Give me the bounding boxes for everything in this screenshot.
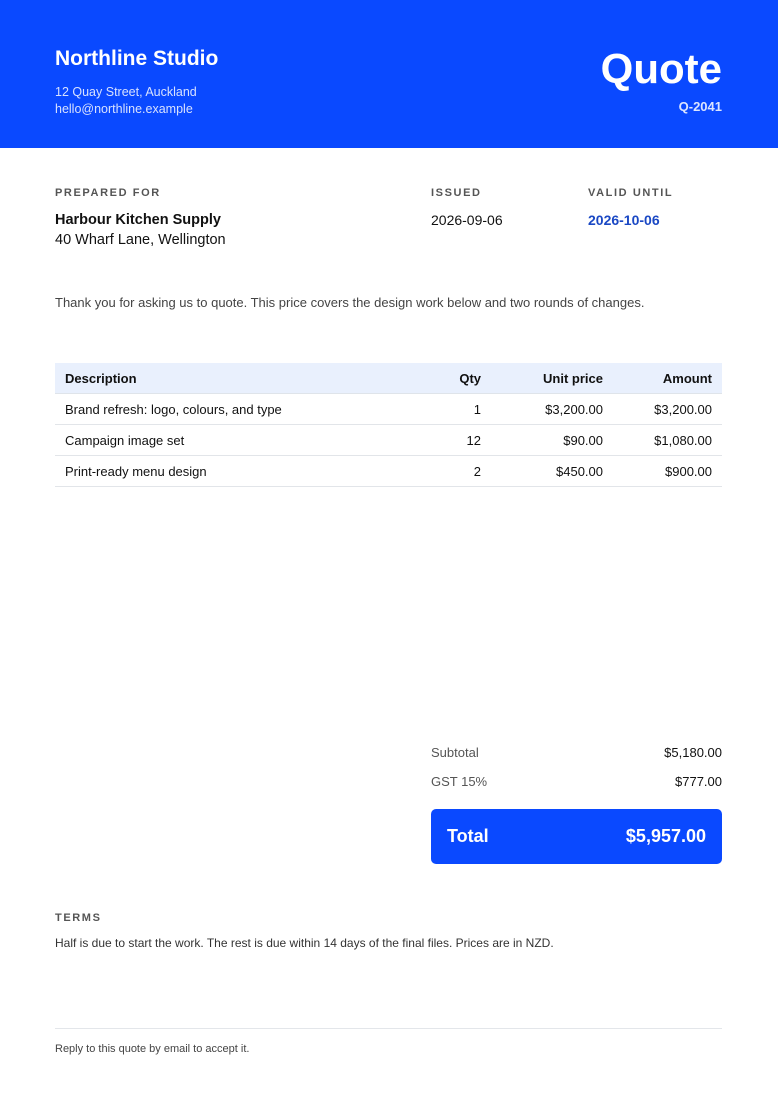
- studio-address: 12 Quay Street, Auckland: [55, 85, 197, 99]
- row-description: Campaign image set: [55, 425, 393, 456]
- row-amount: $3,200.00: [613, 394, 722, 425]
- row-amount: $1,080.00: [613, 425, 722, 456]
- row-unit-price: $450.00: [491, 456, 613, 487]
- row-description: Print-ready menu design: [55, 456, 393, 487]
- terms-label: TERMS: [55, 912, 102, 924]
- subtotal-row: [431, 745, 722, 760]
- total-label: Total: [447, 826, 489, 846]
- issued-block: [431, 187, 503, 228]
- header-amount: Amount: [613, 363, 722, 394]
- intro-text: Thank you for asking us to quote. This price covers the design work below and two rounds of changes.: [55, 295, 645, 310]
- quote-number: Q-2041: [678, 99, 722, 114]
- row-unit-price: $90.00: [491, 425, 613, 456]
- header-description: Description: [55, 363, 393, 394]
- gst-row: [431, 774, 722, 789]
- table-row: [55, 394, 722, 425]
- document-title: Quote: [600, 45, 722, 92]
- valid-until-date: 2026-10-06: [588, 212, 660, 228]
- table-row: [55, 456, 722, 487]
- table-row: [55, 425, 722, 456]
- terms-text: Half is due to start the work. The rest is due within 14 days of the final files. Prices are in NZD.: [55, 936, 554, 950]
- gst-label: GST 15%: [431, 774, 488, 789]
- subtotal-value: $5,180.00: [664, 745, 722, 760]
- client-address: 40 Wharf Lane, Wellington: [55, 232, 226, 248]
- client-name: Harbour Kitchen Supply: [55, 212, 221, 228]
- row-qty: 12: [393, 425, 491, 456]
- footer-note: Reply to this quote by email to accept it.: [55, 1043, 250, 1055]
- row-unit-price: $3,200.00: [491, 394, 613, 425]
- issued-date: 2026-09-06: [431, 212, 503, 228]
- prepared-for-block: [55, 187, 226, 248]
- line-items-table: [55, 363, 722, 487]
- subtotal-label: Subtotal: [431, 745, 479, 760]
- row-qty: 2: [393, 456, 491, 487]
- prepared-for-label: PREPARED FOR: [55, 187, 161, 199]
- gst-value: $777.00: [675, 774, 722, 789]
- total-value: $5,957.00: [625, 826, 706, 846]
- issued-label: ISSUED: [431, 187, 482, 199]
- header-qty: Qty: [393, 363, 491, 394]
- studio-name: Northline Studio: [55, 47, 219, 70]
- table-header-row: [55, 363, 722, 394]
- row-description: Brand refresh: logo, colours, and type: [55, 394, 393, 425]
- total-box: [431, 809, 722, 864]
- studio-contact: [55, 84, 197, 118]
- row-amount: $900.00: [613, 456, 722, 487]
- valid-until-block: [588, 187, 673, 228]
- header-banner: [0, 0, 778, 148]
- valid-until-label: VALID UNTIL: [588, 187, 674, 199]
- footer-divider: [55, 1028, 722, 1029]
- studio-email: hello@northline.example: [55, 102, 193, 116]
- row-qty: 1: [393, 394, 491, 425]
- header-unit-price: Unit price: [491, 363, 613, 394]
